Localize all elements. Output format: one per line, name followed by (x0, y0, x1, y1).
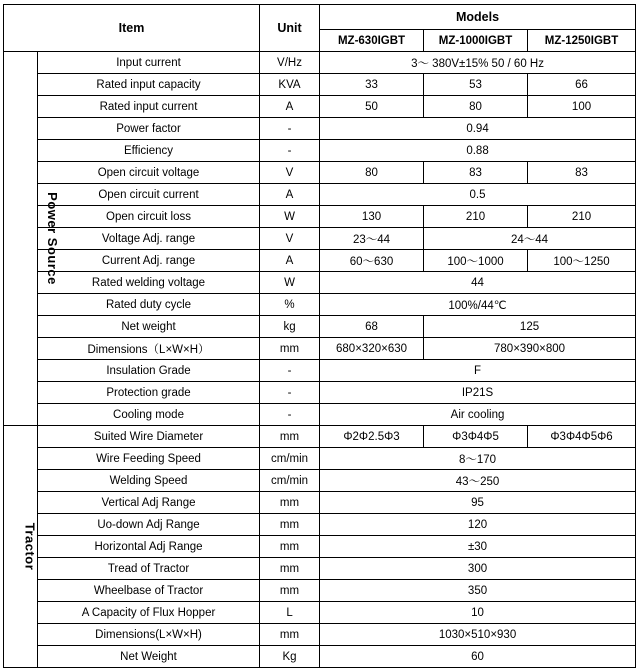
unit-cell: mm (260, 624, 320, 646)
unit-cell: - (260, 404, 320, 426)
table-row (4, 74, 636, 96)
table-row (4, 140, 636, 162)
value-cell: 10 (320, 602, 636, 624)
unit-cell: V (260, 162, 320, 184)
item-cell: Rated input capacity (38, 74, 260, 96)
unit-cell: - (260, 118, 320, 140)
table-row (4, 382, 636, 404)
value-cell: 100%/44℃ (320, 294, 636, 316)
item-cell: Insulation Grade (38, 360, 260, 382)
value-cell: 120 (320, 514, 636, 536)
item-cell: Net Weight (38, 646, 260, 668)
item-cell: Protection grade (38, 382, 260, 404)
item-cell: Open circuit loss (38, 206, 260, 228)
table-row (4, 646, 636, 668)
unit-cell: L (260, 602, 320, 624)
table-row (4, 228, 636, 250)
value-cell: 80 (320, 162, 424, 184)
table-row (4, 272, 636, 294)
unit-cell: mm (260, 338, 320, 360)
model-header-mz-630igbt: MZ-630IGBT (320, 30, 424, 52)
value-cell: 83 (528, 162, 636, 184)
table-row (4, 206, 636, 228)
unit-cell: mm (260, 514, 320, 536)
item-cell: Voltage Adj. range (38, 228, 260, 250)
value-cell: Air cooling (320, 404, 636, 426)
value-cell: 60～630 (320, 250, 424, 272)
value-cell: 44 (320, 272, 636, 294)
unit-cell: - (260, 360, 320, 382)
item-cell: Dimensions(L×W×H) (38, 624, 260, 646)
table-row (4, 118, 636, 140)
unit-cell: V (260, 228, 320, 250)
item-cell: Horizontal Adj Range (38, 536, 260, 558)
value-cell: ±30 (320, 536, 636, 558)
unit-cell: mm (260, 426, 320, 448)
table-row (4, 492, 636, 514)
value-cell: 100 (528, 96, 636, 118)
item-cell: Power factor (38, 118, 260, 140)
value-cell: F (320, 360, 636, 382)
unit-cell: mm (260, 580, 320, 602)
value-cell: 0.88 (320, 140, 636, 162)
value-cell: 43～250 (320, 470, 636, 492)
table-row (4, 52, 636, 74)
item-cell: Welding Speed (38, 470, 260, 492)
table-row (4, 580, 636, 602)
item-header: Item (4, 5, 260, 52)
item-cell: Rated input current (38, 96, 260, 118)
table-row (4, 294, 636, 316)
value-cell: 95 (320, 492, 636, 514)
table-row (4, 448, 636, 470)
table-row (4, 404, 636, 426)
unit-cell: A (260, 96, 320, 118)
value-cell: 0.5 (320, 184, 636, 206)
value-cell: 210 (424, 206, 528, 228)
item-cell: Rated welding voltage (38, 272, 260, 294)
unit-cell: kg (260, 316, 320, 338)
table-row (4, 470, 636, 492)
value-cell: 23～44 (320, 228, 424, 250)
unit-cell: A (260, 184, 320, 206)
table-row (4, 360, 636, 382)
spec-table (3, 4, 636, 668)
item-cell: Rated duty cycle (38, 294, 260, 316)
models-header: Models (320, 5, 636, 30)
value-cell: 80 (424, 96, 528, 118)
item-cell: Wheelbase of Tractor (38, 580, 260, 602)
table-row (4, 250, 636, 272)
table-row (4, 558, 636, 580)
unit-cell: - (260, 140, 320, 162)
value-cell: Φ3Φ4Φ5 (424, 426, 528, 448)
unit-cell: W (260, 272, 320, 294)
table-row (4, 338, 636, 360)
item-cell: Wire Feeding Speed (38, 448, 260, 470)
item-cell: Dimensions（L×W×H） (38, 338, 260, 360)
section-title: Power Source (44, 192, 60, 285)
value-cell: 300 (320, 558, 636, 580)
item-cell: Current Adj. range (38, 250, 260, 272)
item-cell: Efficiency (38, 140, 260, 162)
item-cell: Suited Wire Diameter (38, 426, 260, 448)
value-cell: 125 (424, 316, 636, 338)
unit-cell: cm/min (260, 448, 320, 470)
value-cell: 60 (320, 646, 636, 668)
value-cell: 100～1000 (424, 250, 528, 272)
model-header-mz-1250igbt: MZ-1250IGBT (528, 30, 636, 52)
value-cell: 3～ 380V±15% 50 / 60 Hz (320, 52, 636, 74)
value-cell: Φ3Φ4Φ5Φ6 (528, 426, 636, 448)
item-cell: Vertical Adj Range (38, 492, 260, 514)
unit-cell: mm (260, 536, 320, 558)
value-cell: 680×320×630 (320, 338, 424, 360)
value-cell: 1030×510×930 (320, 624, 636, 646)
value-cell: 210 (528, 206, 636, 228)
section-label (4, 52, 60, 426)
value-cell: 24～44 (424, 228, 636, 250)
model-header-mz-1000igbt: MZ-1000IGBT (424, 30, 528, 52)
value-cell: 350 (320, 580, 636, 602)
table-row (4, 514, 636, 536)
value-cell: 780×390×800 (424, 338, 636, 360)
value-cell: IP21S (320, 382, 636, 404)
unit-cell: Kg (260, 646, 320, 668)
unit-cell: % (260, 294, 320, 316)
section-label (4, 426, 38, 668)
spec-table-body (4, 52, 636, 668)
item-cell: A Capacity of Flux Hopper (38, 602, 260, 624)
table-row (4, 426, 636, 448)
table-row (4, 624, 636, 646)
value-cell: 130 (320, 206, 424, 228)
unit-cell: A (260, 250, 320, 272)
value-cell: 100～1250 (528, 250, 636, 272)
value-cell: 66 (528, 74, 636, 96)
item-cell: Input current (38, 52, 260, 74)
value-cell: 0.94 (320, 118, 636, 140)
table-row (4, 536, 636, 558)
unit-cell: cm/min (260, 470, 320, 492)
value-cell: 33 (320, 74, 424, 96)
table-row (4, 316, 636, 338)
value-cell: 53 (424, 74, 528, 96)
value-cell: 83 (424, 162, 528, 184)
item-cell: Open circuit current (38, 184, 260, 206)
item-cell: Cooling mode (38, 404, 260, 426)
table-row (4, 602, 636, 624)
unit-cell: - (260, 382, 320, 404)
value-cell: 50 (320, 96, 424, 118)
unit-cell: mm (260, 492, 320, 514)
value-cell: Φ2Φ2.5Φ3 (320, 426, 424, 448)
section-title: Tractor (22, 522, 38, 571)
item-cell: Tread of Tractor (38, 558, 260, 580)
unit-cell: KVA (260, 74, 320, 96)
item-cell: Open circuit voltage (38, 162, 260, 184)
value-cell: 68 (320, 316, 424, 338)
value-cell: 8～170 (320, 448, 636, 470)
unit-cell: mm (260, 558, 320, 580)
unit-cell: V/Hz (260, 52, 320, 74)
unit-cell: W (260, 206, 320, 228)
item-cell: Net weight (38, 316, 260, 338)
item-cell: Uo-down Adj Range (38, 514, 260, 536)
table-row (4, 184, 636, 206)
unit-header: Unit (260, 5, 320, 52)
table-row (4, 162, 636, 184)
table-row (4, 96, 636, 118)
